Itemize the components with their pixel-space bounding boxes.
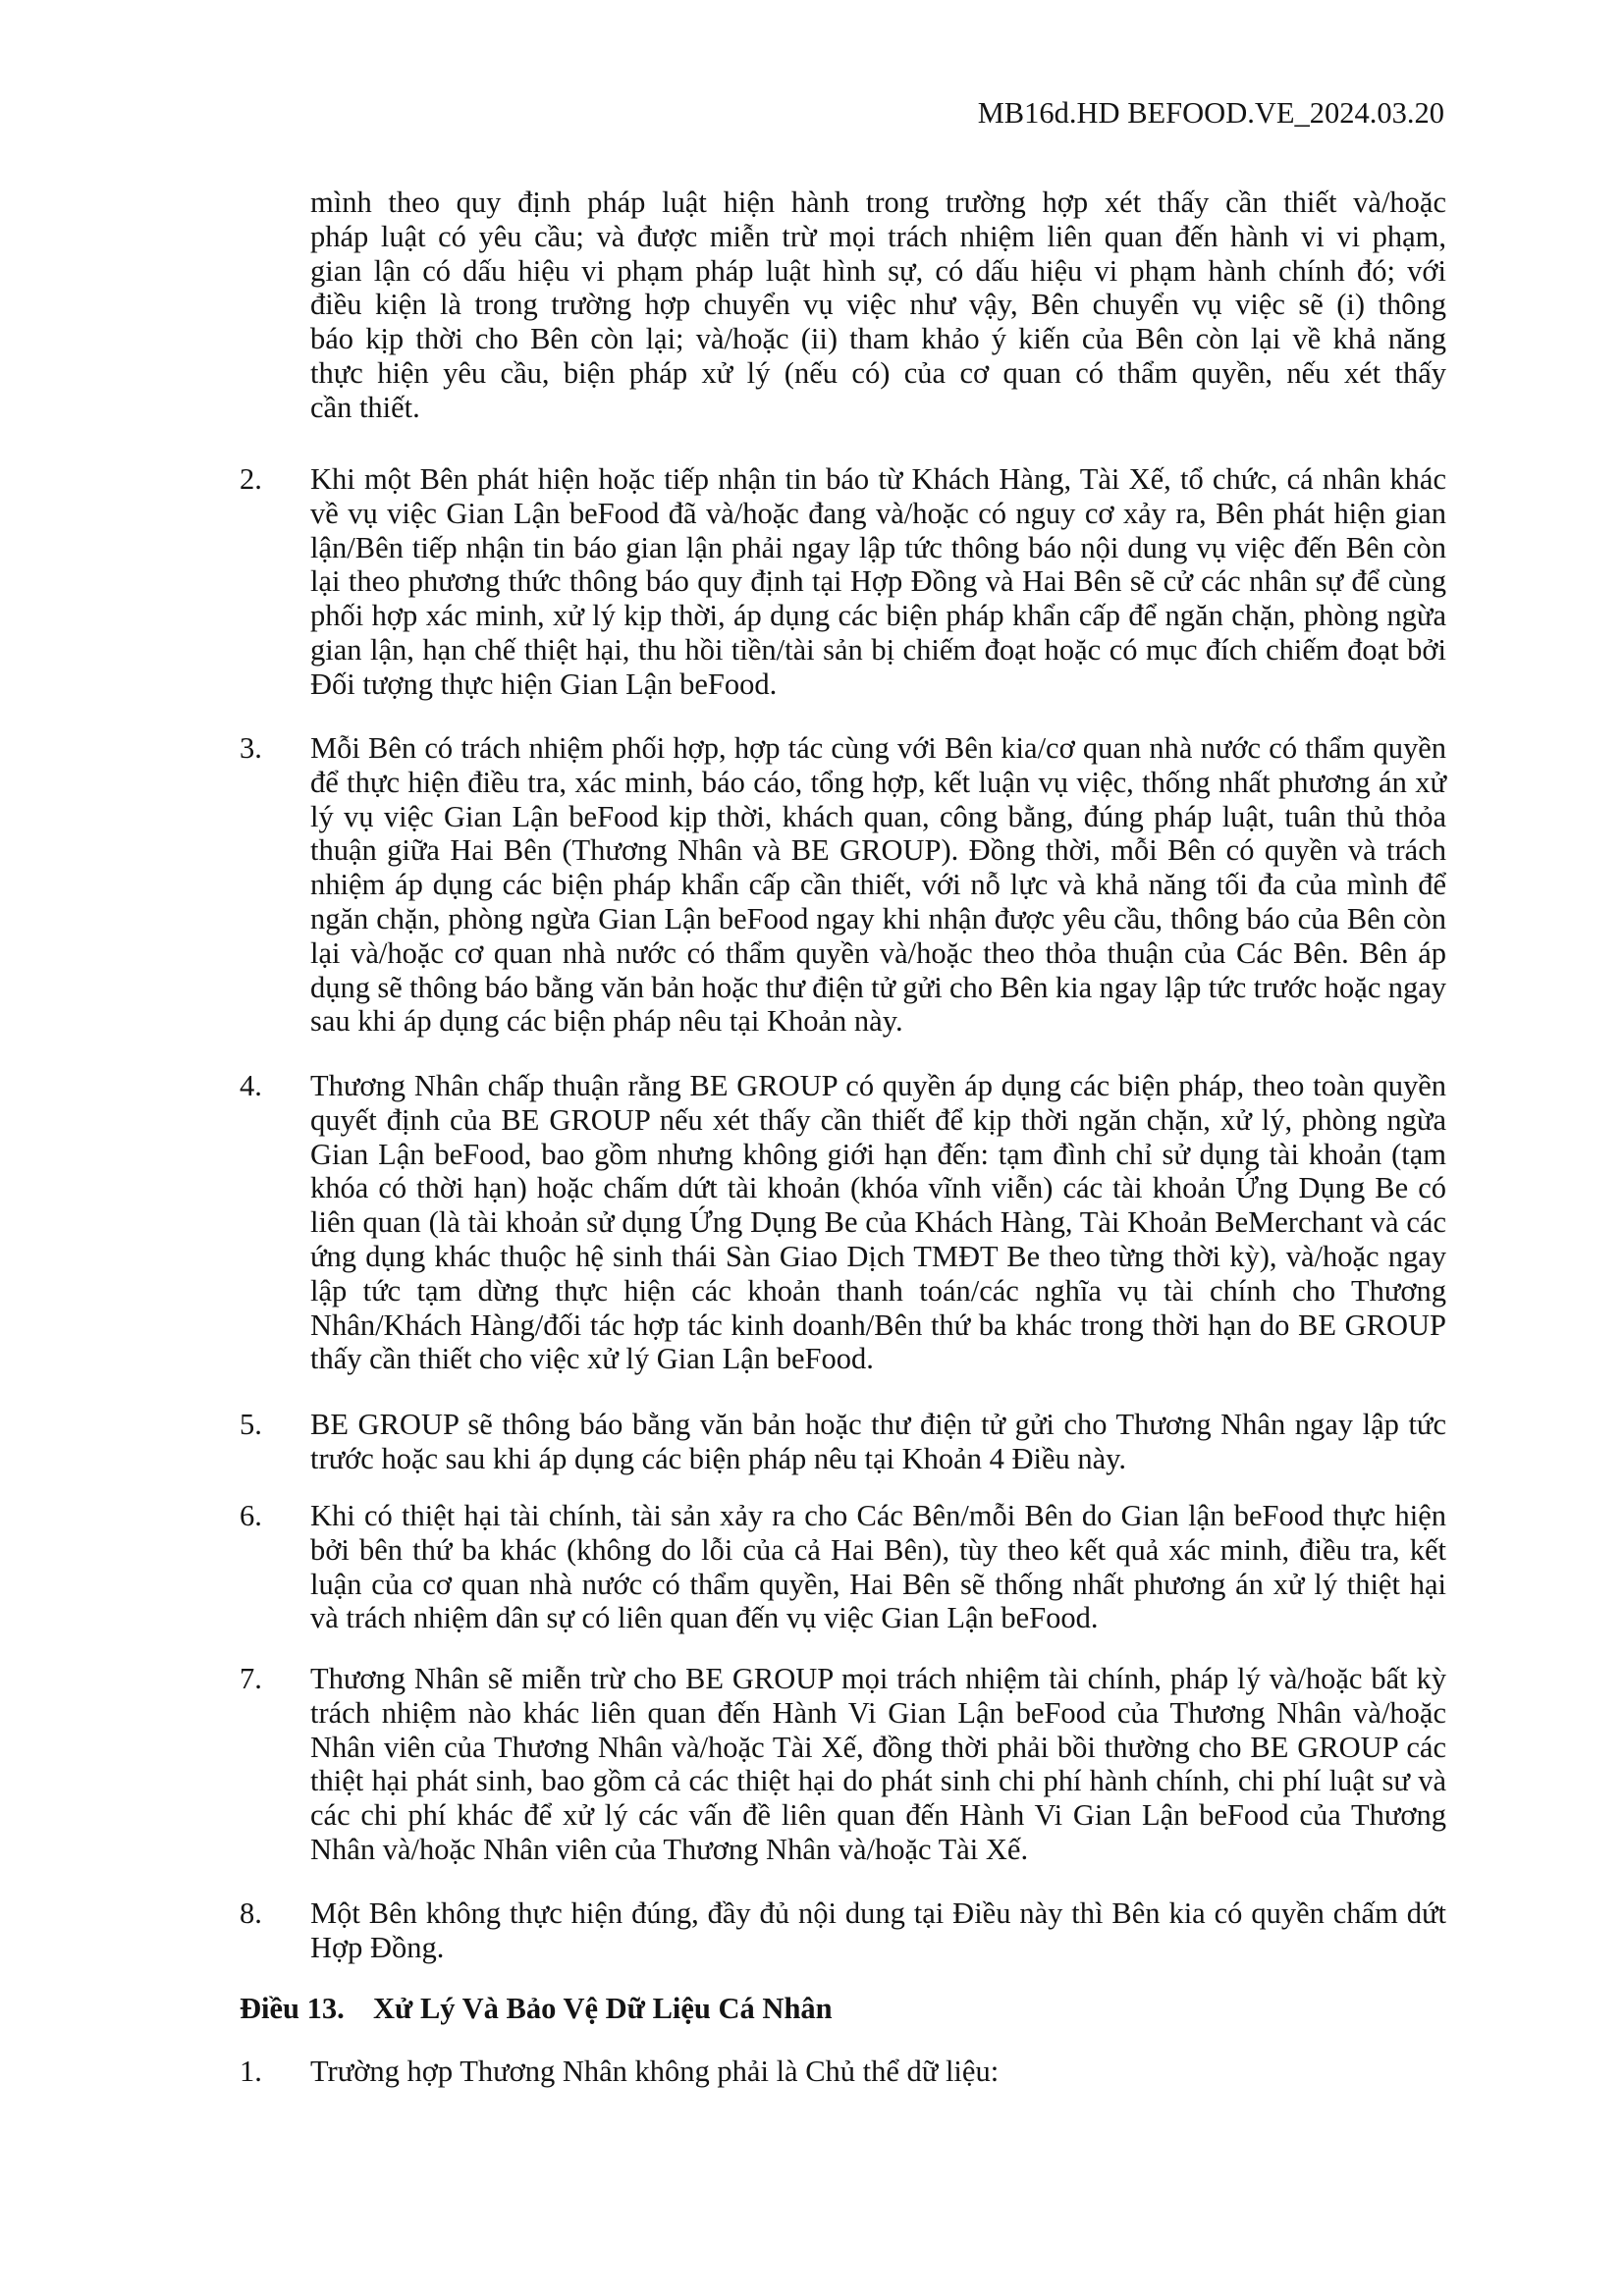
clause-body — [310, 462, 1446, 702]
text-line: luận của cơ quan nhà nước có thẩm quyền, Hai Bên sẽ thống nhất phương án xử lý thiệt hại — [310, 1567, 1446, 1601]
text-line: trách nhiệm nào khác liên quan đến Hành Vi Gian Lận beFood của Thương Nhân và/hoặc — [310, 1695, 1446, 1730]
article-heading — [240, 1992, 1446, 2026]
clause-body — [310, 1662, 1446, 1867]
text-line: Thương Nhân sẽ miễn trừ cho BE GROUP mọi trách nhiệm tài chính, pháp lý và/hoặc bất kỳ — [310, 1662, 1446, 1695]
text-line: Trường hợp Thương Nhân không phải là Chủ thể dữ liệu: — [310, 2055, 1000, 2088]
text-line: Nhân viên của Thương Nhân và/hoặc Tài Xế, đồng thời phải bồi thường cho BE GROUP các — [310, 1730, 1446, 1764]
text-line: ứng dụng khác thuộc hệ sinh thái Sàn Giao Dịch TMĐT Be theo từng thời kỳ), và/hoặc ngay — [310, 1239, 1446, 1273]
continued-paragraph — [310, 186, 1446, 425]
text-line: phối hợp xác minh, xử lý kịp thời, áp dụng các biện pháp khẩn cấp để ngăn chặn, phòng ngừa — [310, 599, 1446, 633]
clause-body — [310, 731, 1446, 1039]
clause-number: 6. — [240, 1499, 262, 1532]
clause-body — [310, 1499, 1446, 1635]
text-line: BE GROUP sẽ thông báo bằng văn bản hoặc thư điện tử gửi cho Thương Nhân ngay lập tức — [310, 1408, 1446, 1441]
text-line: thấy cần thiết cho việc xử lý Gian Lận beFood. — [310, 1342, 874, 1376]
text-line: cần thiết. — [310, 390, 420, 424]
text-line: lý vụ việc Gian Lận beFood kịp thời, khách quan, công bằng, đúng pháp luật, tuân thủ thỏa — [310, 799, 1446, 833]
clause-number: 7. — [240, 1662, 262, 1695]
text-line: gian lận có dấu hiệu vi phạm pháp luật hình sự, có dấu hiệu vi phạm hành chính đó; với — [310, 253, 1446, 288]
text-line: pháp luật có yêu cầu; và được miễn trừ mọi trách nhiệm liên quan đến hành vi vi phạm, — [310, 219, 1446, 253]
text-line: Thương Nhân chấp thuận rằng BE GROUP có quyền áp dụng các biện pháp, theo toàn quyền — [310, 1069, 1446, 1102]
text-line: Khi một Bên phát hiện hoặc tiếp nhận tin báo từ Khách Hàng, Tài Xế, tổ chức, cá nhân khác — [310, 462, 1446, 496]
text-line: Một Bên không thực hiện đúng, đầy đủ nội dung tại Điều này thì Bên kia có quyền chấm dứt — [310, 1896, 1446, 1930]
text-line: thiệt hại phát sinh, bao gồm cả các thiệt hại do phát sinh chi phí hành chính, chi phí luật sư và — [310, 1764, 1446, 1798]
text-line: bởi bên thứ ba khác (không do lỗi của cả Hai Bên), tùy theo kết quả xác minh, điều tra, kết — [310, 1532, 1446, 1567]
text-line: Đối tượng thực hiện Gian Lận beFood. — [310, 667, 778, 701]
text-line: Mỗi Bên có trách nhiệm phối hợp, hợp tác cùng với Bên kia/cơ quan nhà nước có thẩm quyền — [310, 731, 1446, 765]
text-line: để thực hiện điều tra, xác minh, báo cáo, tổng hợp, kết luận vụ việc, thống nhất phương án xử — [310, 765, 1446, 799]
text-line: Nhân và/hoặc Nhân viên của Thương Nhân và/hoặc Tài Xế. — [310, 1832, 1029, 1866]
text-line: báo kịp thời cho Bên còn lại; và/hoặc (ii) tham khảo ý kiến của Bên còn lại về khả năng — [310, 322, 1446, 356]
text-line: Khi có thiệt hại tài chính, tài sản xảy ra cho Các Bên/mỗi Bên do Gian lận beFood thực hiện — [310, 1499, 1446, 1532]
text-line: lại theo phương thức thông báo quy định tại Hợp Đồng và Hai Bên sẽ cử các nhân sự để cùng — [310, 564, 1446, 599]
text-line: Nhân/Khách Hàng/đối tác hợp tác kinh doanh/Bên thứ ba khác trong thời hạn do BE GROUP — [310, 1308, 1446, 1342]
text-line: trước hoặc sau khi áp dụng các biện pháp nêu tại Khoản 4 Điều này. — [310, 1441, 1127, 1475]
clause-number: 5. — [240, 1408, 262, 1441]
text-line: các chi phí khác để xử lý các vấn đề liên quan đến Hành Vi Gian Lận beFood của Thương — [310, 1798, 1446, 1833]
clause-body — [310, 1896, 1446, 1965]
article-number: Điều 13. — [240, 1992, 345, 2025]
clause-body — [310, 1069, 1446, 1376]
text-line: thực hiện yêu cầu, biện pháp xử lý (nếu có) của cơ quan có thẩm quyền, nếu xét thấy — [310, 355, 1446, 390]
text-line: sau khi áp dụng các biện pháp nêu tại Khoản này. — [310, 1004, 903, 1039]
text-line: khóa có thời hạn) hoặc chấm dứt tài khoản (khóa vĩnh viễn) các tài khoản Ứng Dụng Be có — [310, 1171, 1446, 1205]
text-line: gian lận, hạn chế thiệt hại, thu hồi tiền/tài sản bị chiếm đoạt hoặc có mục đích chiếm đoạt bởi — [310, 632, 1446, 667]
document-code-header: MB16d.HD BEFOOD.VE_2024.03.20 — [977, 96, 1444, 130]
clause-body — [310, 2055, 1446, 2089]
text-line: điều kiện là trong trường hợp chuyển vụ việc như vậy, Bên chuyển vụ việc sẽ (i) thông — [310, 288, 1446, 322]
text-line: nhiệm áp dụng các biện pháp khẩn cấp cần thiết, với nỗ lực và khả năng tối đa của mình để — [310, 868, 1446, 902]
clause-number: 4. — [240, 1069, 262, 1102]
clause-number: 2. — [240, 462, 262, 496]
text-line: thuận giữa Hai Bên (Thương Nhân và BE GROUP). Đồng thời, mỗi Bên có quyền và trách — [310, 833, 1446, 868]
text-line: liên quan (là tài khoản sử dụng Ứng Dụng Be của Khách Hàng, Tài Khoản BeMerchant và các — [310, 1205, 1446, 1240]
text-line: Gian Lận beFood, bao gồm nhưng không giới hạn đến: tạm đình chỉ sử dụng tài khoản (tạm — [310, 1137, 1446, 1171]
text-line: dụng sẽ thông báo bằng văn bản hoặc thư điện tử gửi cho Bên kia ngay lập tức trước hoặc ngay — [310, 970, 1446, 1004]
text-line: lận/Bên tiếp nhận tin báo gian lận phải ngay lập tức thông báo nội dung vụ việc đến Bên còn — [310, 530, 1446, 564]
clause-number: 8. — [240, 1896, 262, 1930]
clause-number: 3. — [240, 731, 262, 765]
text-line: về vụ việc Gian Lận beFood đã và/hoặc đang và/hoặc có nguy cơ xảy ra, Bên phát hiện gian — [310, 496, 1446, 530]
text-line: và trách nhiệm dân sự có liên quan đến vụ việc Gian Lận beFood. — [310, 1601, 1099, 1635]
clause-body — [310, 1408, 1446, 1476]
text-line: lập tức tạm dừng thực hiện các khoản thanh toán/các nghĩa vụ tài chính cho Thương — [310, 1273, 1446, 1308]
text-line: mình theo quy định pháp luật hiện hành trong trường hợp xét thấy cần thiết và/hoặc — [310, 186, 1446, 219]
text-line: lại và/hoặc cơ quan nhà nước có thẩm quyền và/hoặc theo thỏa thuận của Các Bên. Bên áp — [310, 935, 1446, 970]
text-line: quyết định của BE GROUP nếu xét thấy cần thiết để kịp thời ngăn chặn, xử lý, phòng ngừa — [310, 1102, 1446, 1137]
text-line: ngăn chặn, phòng ngừa Gian Lận beFood ngay khi nhận được yêu cầu, thông báo của Bên còn — [310, 901, 1446, 935]
clause-number: 1. — [240, 2055, 262, 2088]
text-line: Hợp Đồng. — [310, 1930, 445, 1964]
article-title: Xử Lý Và Bảo Vệ Dữ Liệu Cá Nhân — [373, 1992, 833, 2025]
